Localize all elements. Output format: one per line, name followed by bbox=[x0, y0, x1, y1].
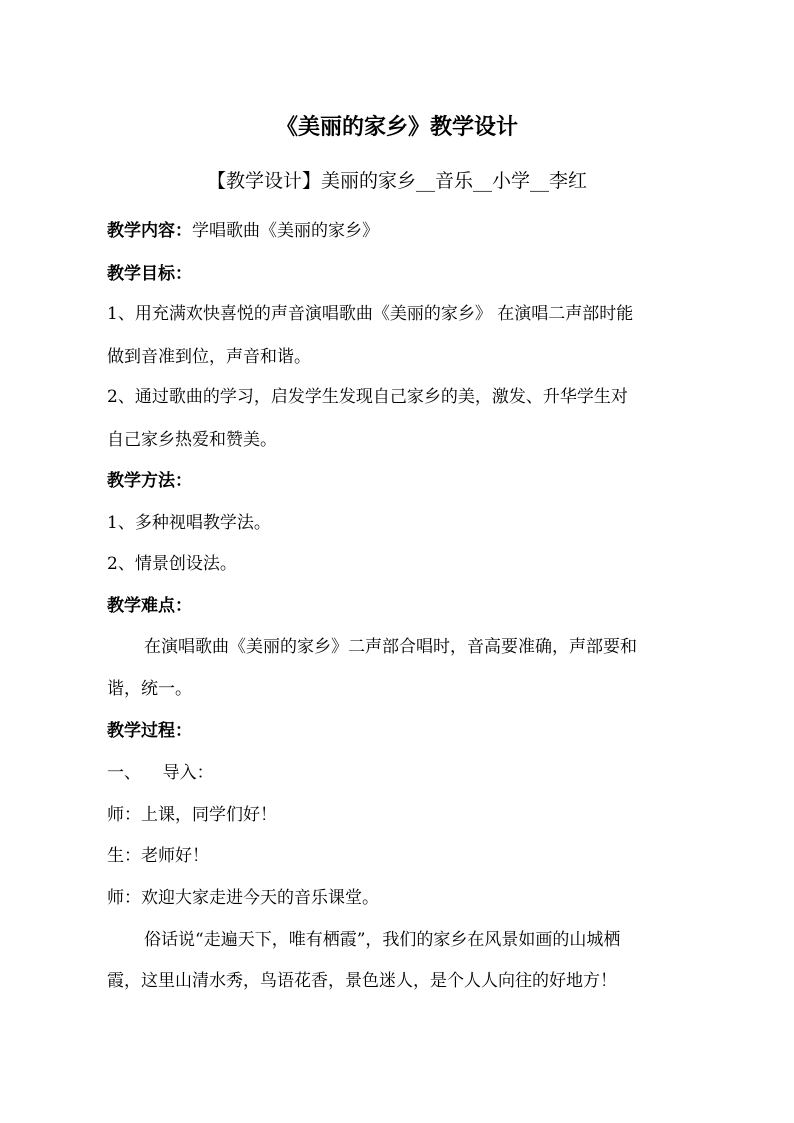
dialog-line-2: 生：老师好！ bbox=[107, 846, 209, 866]
method-1: 1、多种视唱教学法。 bbox=[107, 513, 271, 533]
goal-2-line-1: 2、通过歌曲的学习，启发学生发现自己家乡的美，激发、升华学生对 bbox=[107, 387, 628, 407]
goal-1-line-2: 做到音准到位，声音和谐。 bbox=[107, 347, 311, 367]
difficulty-heading: 教学难点： bbox=[107, 596, 192, 616]
content-value: 学唱歌曲《美丽的家乡》 bbox=[192, 221, 379, 241]
step-1: 一、 导入： bbox=[107, 763, 214, 783]
goal-1-line-1: 1、用充满欢快喜悦的声音演唱歌曲《美丽的家乡》 在演唱二声部时能 bbox=[107, 304, 634, 324]
dialog-line-3: 师：欢迎大家走进今天的音乐课堂。 bbox=[107, 888, 379, 908]
content-label: 教学内容： bbox=[107, 221, 192, 241]
document-subtitle: 【教学设计】美丽的家乡__音乐__小学__李红 bbox=[206, 170, 587, 192]
paragraph-line-1: 俗话说“走遍天下，唯有栖霞”，我们的家乡在风景如画的山城栖 bbox=[144, 930, 621, 950]
goal-2-line-2: 自己家乡热爱和赞美。 bbox=[107, 430, 277, 450]
method-2: 2、情景创设法。 bbox=[107, 554, 237, 574]
process-heading: 教学过程： bbox=[107, 721, 192, 741]
paragraph-line-2: 霞，这里山清水秀，鸟语花香，景色迷人，是个人人向往的好地方！ bbox=[107, 971, 617, 991]
methods-heading: 教学方法： bbox=[107, 471, 192, 491]
content-line bbox=[107, 216, 692, 246]
dialog-line-1: 师：上课，同学们好！ bbox=[107, 805, 277, 825]
goals-heading: 教学目标： bbox=[107, 264, 192, 284]
difficulty-line-1: 在演唱歌曲《美丽的家乡》二声部合唱时，音高要准确，声部要和 bbox=[144, 637, 637, 657]
document-title: 《美丽的家乡》教学设计 bbox=[275, 115, 518, 140]
difficulty-line-2: 谐，统一。 bbox=[107, 679, 192, 699]
